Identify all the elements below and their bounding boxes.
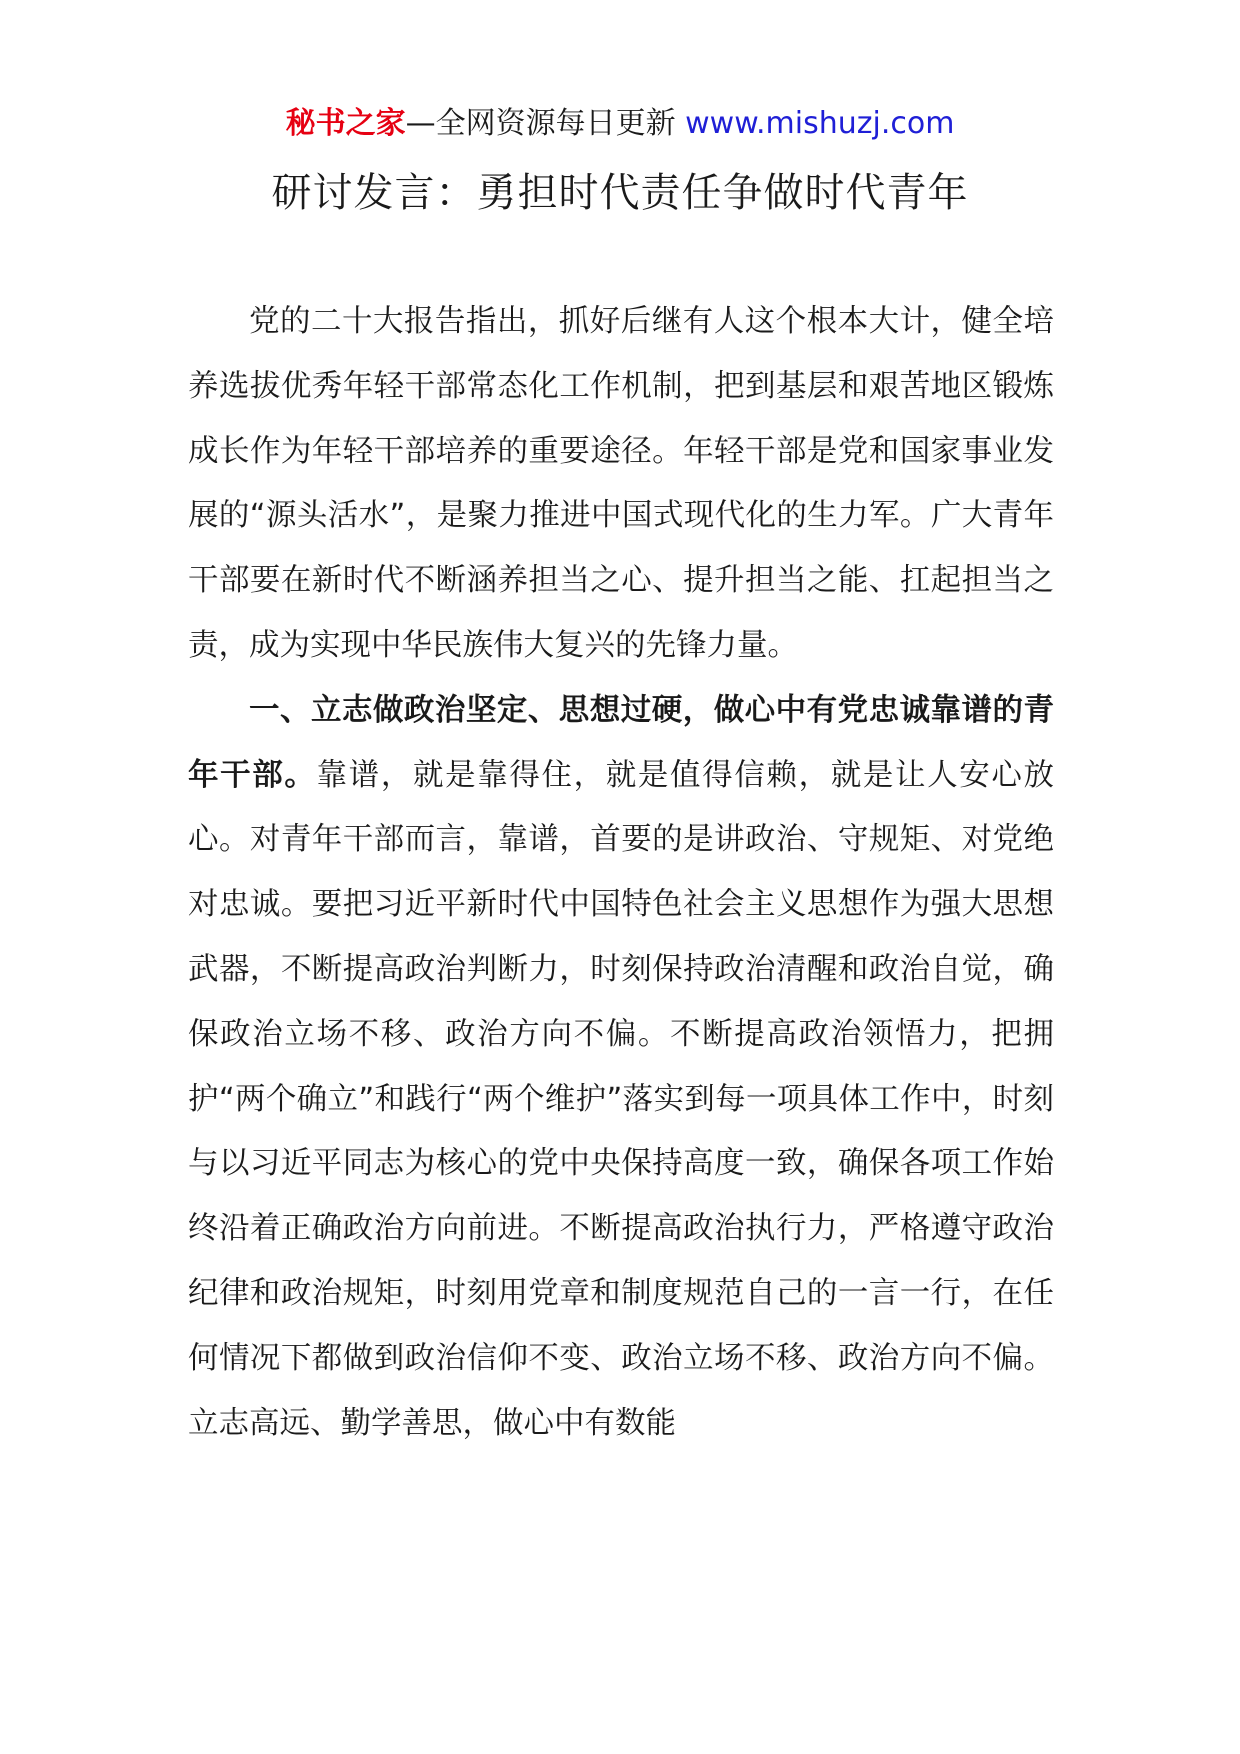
brand-name: 秘书之家 bbox=[285, 106, 406, 141]
section-1-paragraph bbox=[188, 679, 1054, 1457]
section-1-heading: 一、立志做政治坚定、思想过硬，做心中有党忠诚靠谱的青年干部。 bbox=[188, 692, 1054, 793]
intro-paragraph: 党的二十大报告指出，抓好后继有人这个根本大计，健全培养选拔优秀年轻干部常态化工作机制，把到基层和艰苦地区锻炼成长作为年轻干部培养的重要途径。年轻干部是党和国家事业发展的“源头活水”，是聚力推进中国式现代化的生力军。广大青年干部要在新时代不断涵养担当之心、提升担当之能、扛起担当之责，成为实现中华民族伟大复兴的先锋力量。 bbox=[188, 304, 1054, 663]
document-body bbox=[188, 290, 1054, 1456]
document-title: 研讨发言：勇担时代责任争做时代青年 bbox=[271, 170, 969, 216]
site-url-link[interactable]: www.mishuzj.com bbox=[685, 106, 955, 141]
header-slogan: —全网资源每日更新 bbox=[405, 106, 676, 141]
site-header bbox=[0, 100, 1240, 148]
section-1-body: 靠谱，就是靠得住，就是值得信赖，就是让人安心放心。对青年干部而言，靠谱，首要的是讲政治、守规矩、对党绝对忠诚。要把习近平新时代中国特色社会主义思想作为强大思想武器，不断提高政治判断力，时刻保持政治清醒和政治自觉，确保政治立场不移、政治方向不偏。不断提高政治领悟力，把拥护“两个确立”和践行“两个维护”落实到每一项具体工作中，时刻与以习近平同志为核心的党中央保持高度一致，确保各项工作始终沿着正确政治方向前进。不断提高政治执行力，严格遵守政治纪律和政治规矩，时刻用党章和制度规范自己的一言一行，在任何情况下都做到政治信仰不变、政治立场不移、政治方向不偏。立志高远、勤学善思，做心中有数能 bbox=[188, 757, 1055, 1441]
